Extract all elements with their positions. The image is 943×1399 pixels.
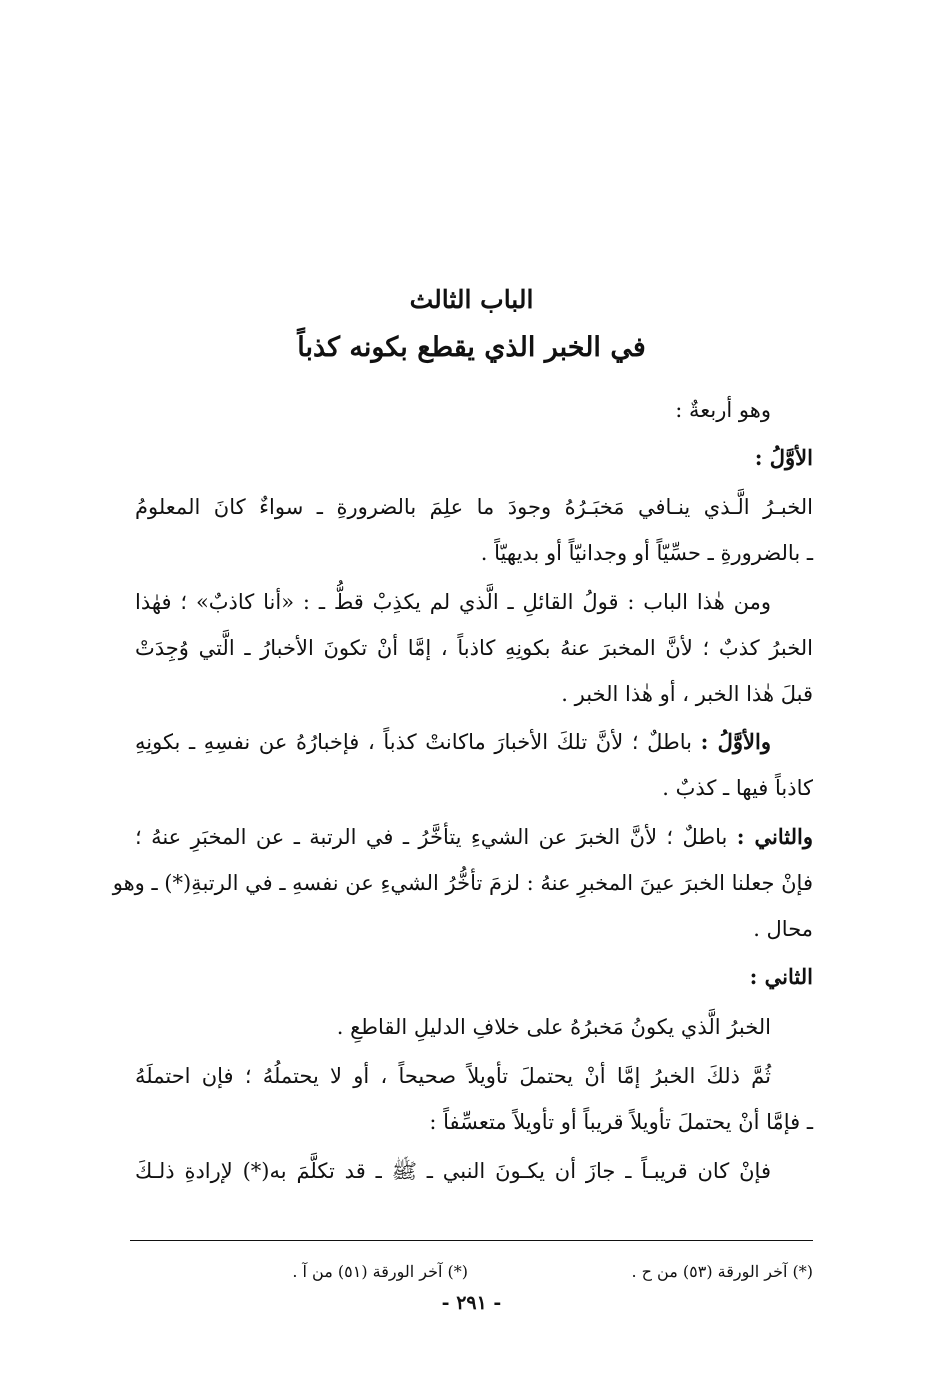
paragraph-1-line-1: الخبـرُ الَّـذي ينـافي مَخبَـرُهُ وجودَ ما علِمَ بالضرورةِ ـ سواءٌ كانَ المعلومُ [135, 495, 813, 519]
paragraph-6-line-2: ـ فإمَّا أنْ يحتملَ تأويلاً قريباً أو تأويلاً متعسِّفاً : [429, 1110, 813, 1134]
paragraph-3-line-2: كاذباً فيها ـ كذبٌ . [662, 776, 813, 800]
paragraph-4-lead: والثاني : [736, 824, 813, 849]
paragraph-3-line-1 [135, 727, 771, 757]
paragraph-4-line-1 [135, 822, 813, 852]
paragraph-1-line-2: ـ بالضرورةِ ـ حسِّيّاً أو وجدانيّاً أو بديهيّاً . [480, 541, 813, 565]
paragraph-2-line-2: الخبرُ كذبٌ ؛ لأنَّ المخبرَ عنهُ بكونِهِ كاذباً ، إمَّا أنْ تكونَ الأخبارُ ـ الَّتي وُجِدَتْ [135, 636, 813, 660]
intro-line: وهو أربعةٌ : [675, 398, 771, 422]
paragraph-4-text: باطلٌ ؛ لأنَّ الخبرَ عن الشيءِ يتأخَّرُ ـ في الرتبة ـ عن المخبَرِ عنهُ ؛ [135, 825, 728, 849]
chapter-subtitle: في الخبر الذي يقطع بكونه كذباً [297, 332, 646, 363]
paragraph-3-text: باطلٌ ؛ لأنَّ تلكَ الأخبارَ ماكانتْ كذباً ، فإخبارُهُ عن نفسِهِ ـ بكونِهِ [135, 730, 692, 754]
footnote-divider [130, 1240, 813, 1241]
paragraph-5: الخبرُ الَّذي يكونُ مَخبرُهُ على خلافِ الدليلِ القاطعِ . [336, 1015, 771, 1039]
first-heading: الأوَّلُ : [754, 445, 813, 470]
paragraph-2-line-1: ومن هٰذا الباب : قولُ القائلِ ـ الَّذي لم يكذِبْ قطُّ ـ : «أنا كاذبٌ» ؛ فهٰذا [135, 590, 771, 614]
page-number: - ٢٩١ - [441, 1292, 502, 1314]
paragraph-2-line-3: قبلَ هٰذا الخبر ، أو هٰذا الخبر . [561, 682, 813, 706]
chapter-title: الباب الثالث [409, 285, 534, 314]
paragraph-4-line-3: محال . [753, 917, 813, 941]
paragraph-7-line-1: فإنْ كان قريبـاً ـ جازَ أن يكـونَ النبي ـ ﷺ ـ قد تكلَّمَ به(*) لإرادةِ ذلـكَ [135, 1159, 771, 1183]
footnote-1: (*) آخر الورقة (٥٣) من ح . [631, 1262, 813, 1281]
paragraph-3-lead: والأوَّلُ : [700, 729, 771, 754]
paragraph-4-line-2: فإنْ جعلنا الخبرَ عينَ المخبرِ عنهُ : لزمَ تأخُّرُ الشيءِ عن نفسهِ ـ في الرتبةِ(*) ـ وهو [112, 871, 813, 895]
second-heading: الثاني : [749, 964, 813, 989]
footnote-2: (*) آخر الورقة (٥١) من آ . [292, 1262, 468, 1281]
paragraph-6-line-1: ثُمَّ ذلكَ الخبرُ إمَّا أنْ يحتملَ تأويلاً صحيحاً ، أو لا يحتملُهُ ؛ فإن احتملَهُ [135, 1064, 771, 1088]
